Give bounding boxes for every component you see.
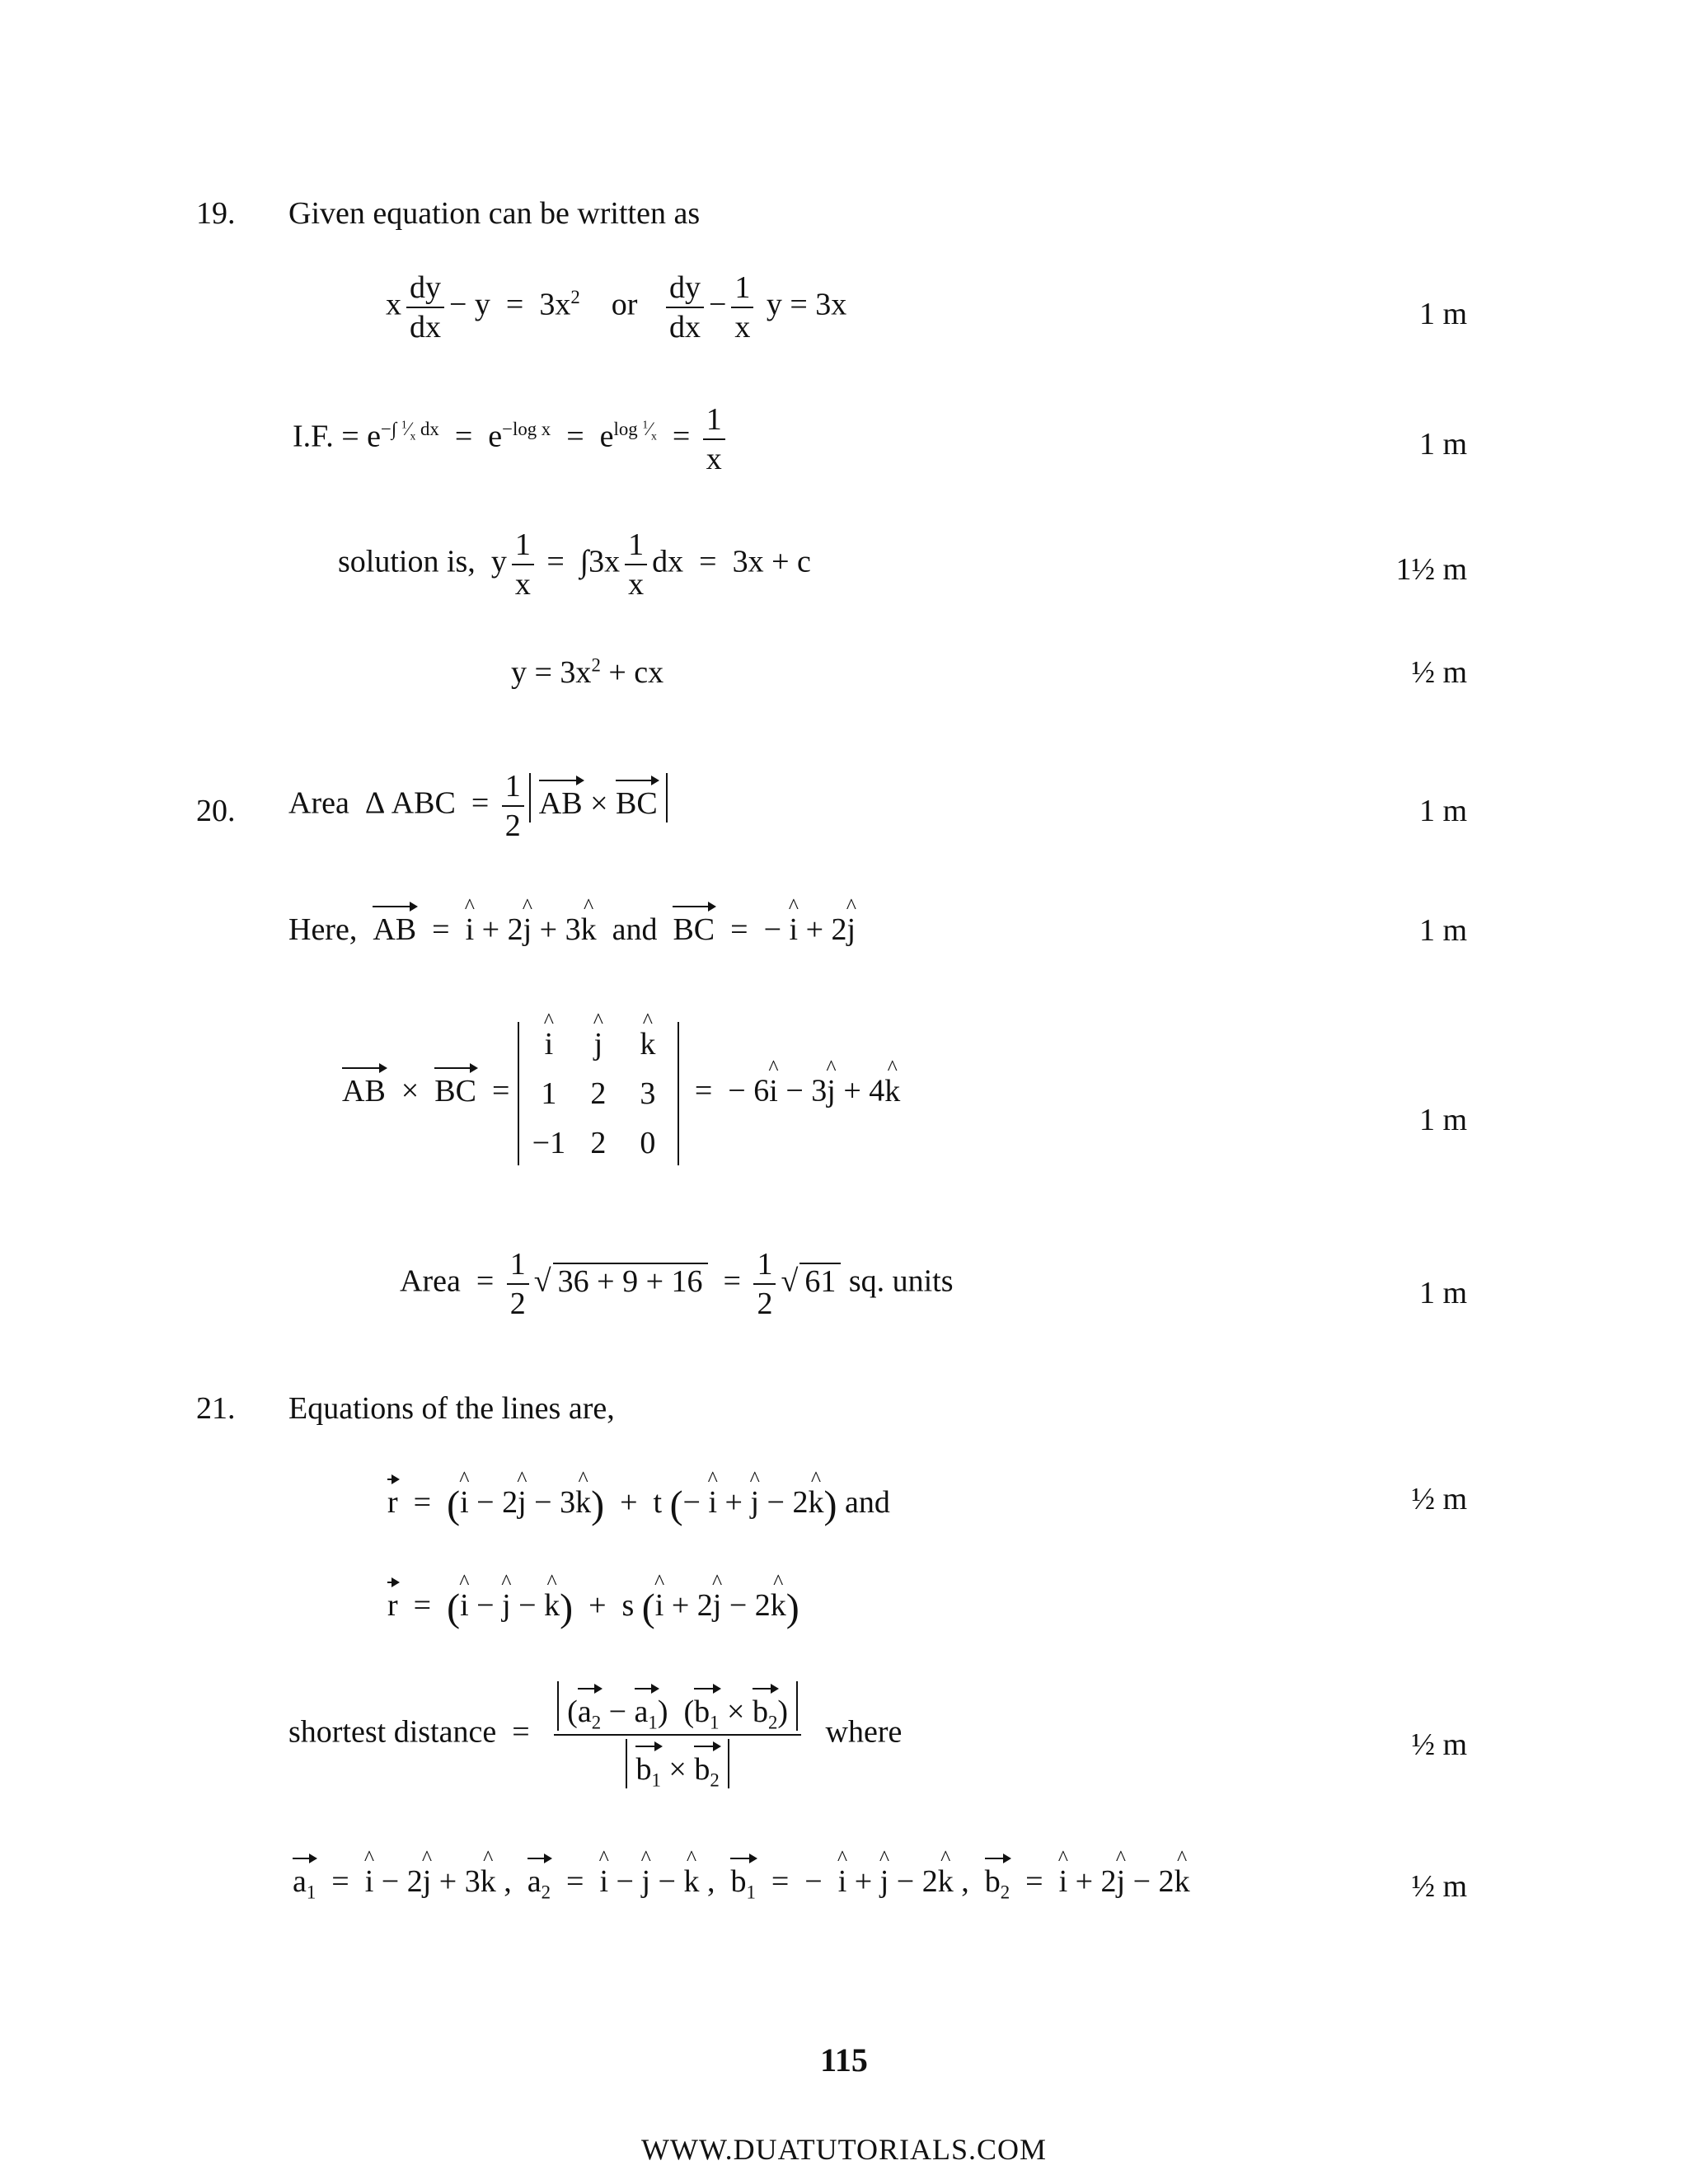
question-number-21: 21. xyxy=(196,1391,236,1426)
question-number-19: 19. xyxy=(196,196,236,231)
q19-mark-1: 1 m xyxy=(1418,297,1467,331)
q20-cross-product: AB × BC = ^ i ^ j ^ k 1 2 3 −1 2 0 = − 6^ i − 3^ j + 4^ k xyxy=(342,1022,900,1165)
q20-vectors: Here, AB = ^ i + 2^ j + 3^ k and BC = − ^ i + 2^ j xyxy=(288,902,856,945)
q21-line-1: r = (^ i − 2^ j − 3^ k) + t (− ^ i + ^ j − 2^ k) and xyxy=(387,1475,890,1525)
page-number: 115 xyxy=(820,2041,868,2079)
q21-mark-1: ½ m xyxy=(1411,1482,1467,1516)
question-19-intro: Given equation can be written as xyxy=(288,196,701,231)
question-21-intro: Equations of the lines are, xyxy=(288,1391,615,1426)
q20-area-result: Area = $\frac{1}{2}$ √ 36 + 9 + 16 = $\frac{1}{2}$ √ 61 sq. units xyxy=(400,1247,954,1321)
q20-mark-2: 1 m xyxy=(1418,913,1467,948)
q19-mark-4: ½ m xyxy=(1411,655,1467,690)
q19-integrating-factor: I.F. = $e^{-\int ^1⁄_x dx} = e^{-log x} = e^{log ^1⁄_x}$ = $\frac{1}{x}$ xyxy=(293,404,730,475)
solution-label: solution is, xyxy=(338,544,476,579)
q21-vector-values: $a_1$ = ^ i − 2^ j + 3^ k , $a_2$ = ^ i − ^ j − ^ k , $b_1$ = − ^ i + ^ j − 2^ k , $b_2$ = ^ i + 2^ j − 2^ k xyxy=(293,1854,1190,1897)
if-label: I.F. xyxy=(293,419,334,454)
q20-area-formula: Area Δ ABC = $\frac{1}{2}$ AB × BC xyxy=(288,771,668,841)
question-number-20: 20. xyxy=(196,794,236,828)
q20-mark-1: 1 m xyxy=(1418,794,1467,828)
q21-mark-2: ½ m xyxy=(1411,1727,1467,1762)
q20-mark-3: 1 m xyxy=(1418,1103,1467,1137)
q21-line-2: r = (^ i − ^ j − ^ k) + s (^ i + 2^ j − 2^ k) xyxy=(387,1578,799,1628)
q20-mark-4: 1 m xyxy=(1418,1276,1467,1310)
q19-final-answer: $y = 3x^2$ + cx xyxy=(511,654,664,690)
q19-equation-1: x $\frac{dy}{dx}$ − $y = 3x^2$ or $\frac{dy}{dx}$ − $\frac{1}{x}$ y = 3x xyxy=(386,270,847,344)
q21-shortest-distance: shortest distance = $\frac{(a_2 - a_1) (b_1 \times b_2)}{b_1 \times b_2}$ where xyxy=(288,1681,902,1788)
q19-mark-2: 1 m xyxy=(1418,427,1467,462)
q19-mark-3: 1½ m xyxy=(1395,552,1467,587)
determinant: ^ i ^ j ^ k 1 2 3 −1 2 0 xyxy=(518,1022,679,1165)
website-footer[interactable]: WWW.DUATUTORIALS.COM xyxy=(641,2133,1047,2166)
q21-mark-3: ½ m xyxy=(1411,1869,1467,1904)
q19-solution: solution is, y $\frac{1}{x}$ = ∫3x $\frac{1}{x}$ dx = 3x + c xyxy=(338,527,811,602)
